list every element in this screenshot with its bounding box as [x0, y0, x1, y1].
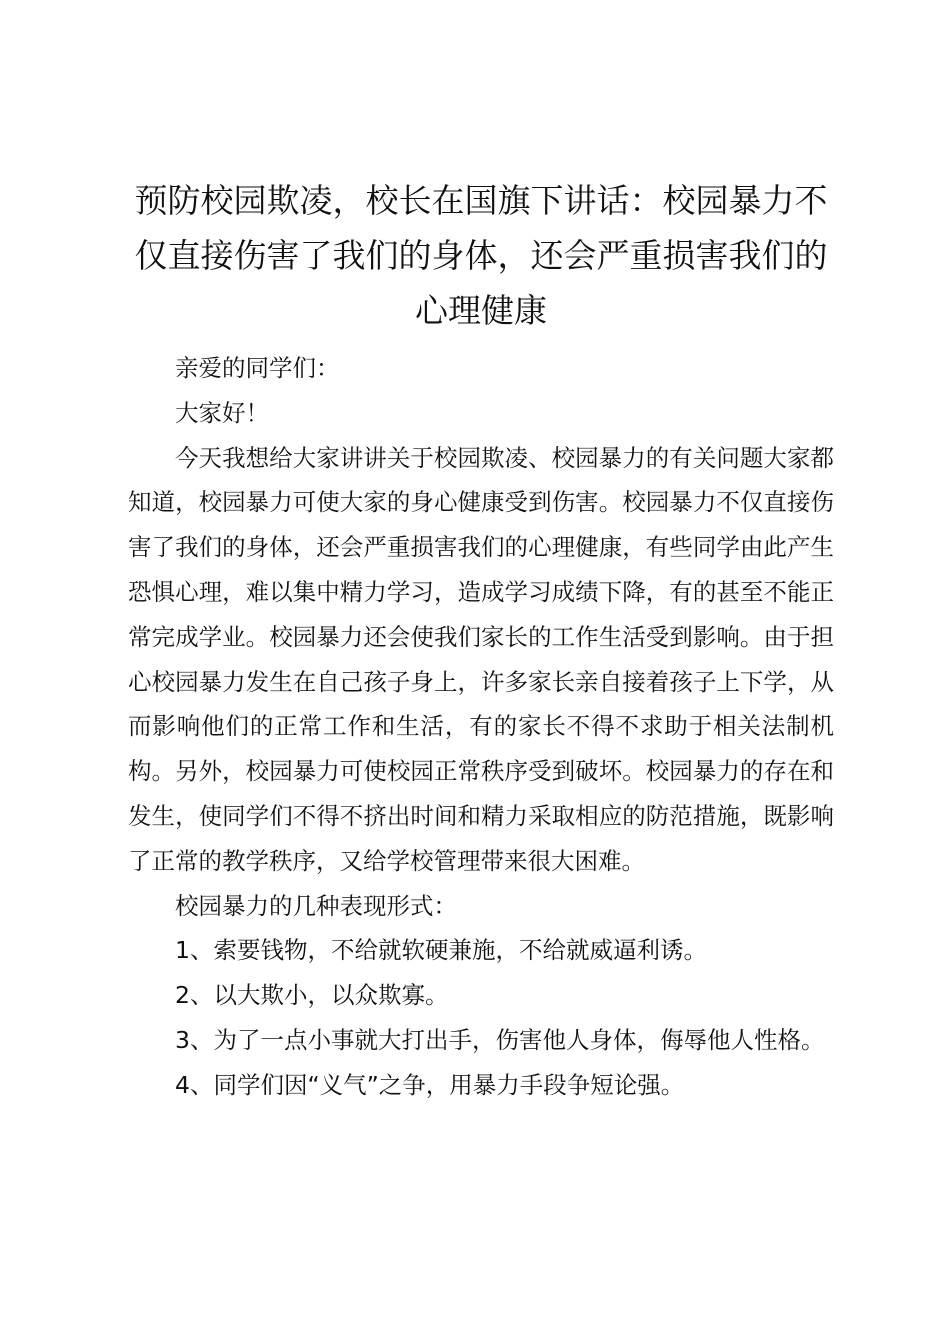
list-item-1: 1、索要钱物，不给就软硬兼施，不给就威逼利诱。	[175, 936, 707, 965]
list-item-3: 3、为了一点小事就大打出手，伤害他人身体，侮辱他人性格。	[175, 1025, 825, 1054]
greeting-hello: 大家好！	[175, 398, 269, 427]
document-title: 预防校园欺凌，校长在国旗下讲话：校园暴力不仅直接伤害了我们的身体，还会严重损害我们的心理健康	[134, 181, 828, 330]
greeting-salutation: 亲爱的同学们：	[175, 354, 340, 382]
list-item-2: 2、以大欺小，以众欺寡。	[175, 981, 449, 1010]
list-item-4: 4、同学们因“义气”之争，用暴力手段争短论强。	[175, 1070, 685, 1099]
body-paragraph: 今天我想给大家讲讲关于校园欺凌、校园暴力的有关问题大家都知道，校园暴力可使大家的身心健康受到伤害。校园暴力不仅直接伤害了我们的身体，还会严重损害我们的心理健康，有些同学由此产生恐惧心理，难以集中精力学习，造成学习成绩下降，有的甚至不能正常完成学业。校园暴力还会使我们家长的工作生活受到影响。由于担心校园暴力发生在自己孩子身上，许多家长亲自接着孩子上下学，从而影响他们的正常工作和生活，有的家长不得不求助于相关法制机构。另外，校园暴力可使校园正常秩序受到破坏。校园暴力的存在和发生，使同学们不得不挤出时间和精力采取相应的防范措施，既影响了正常的教学秩序，又给学校管理带来很大困难。	[128, 443, 834, 875]
document-page	[128, 173, 834, 1108]
list-heading: 校园暴力的几种表现形式：	[175, 891, 457, 920]
